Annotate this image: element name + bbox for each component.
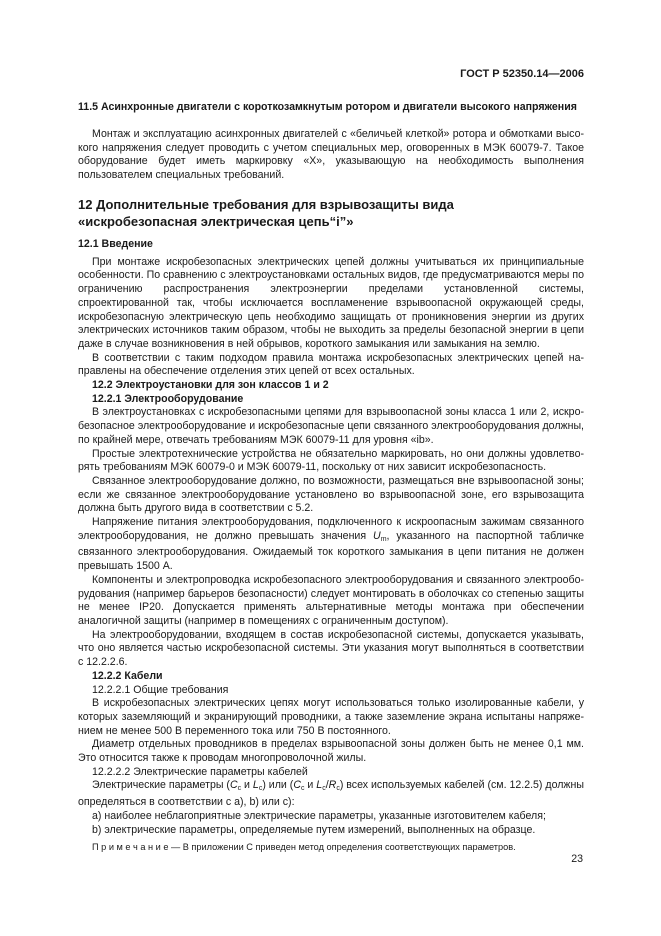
paragraph: В электроустановках с искробезопасными цепями для взрывоопасной зоны класса 1 или 2, искробезопасное электрооборудование и искробезопасные цепи связанного электрооборудования должны, по крайней мере, отвечать требованиям МЭК 60079-11 для уровня «ib». <box>78 406 584 446</box>
symbol-sub: c <box>300 785 305 793</box>
section-12-title-line1: 12 Дополнительные требования для взрывозащиты вида <box>78 197 454 212</box>
text-run: Напряжение питания электрооборудования, подключенного к искроопасным зажимам связанного электрооборудования, не должно превышать значения <box>78 516 584 542</box>
section-12-2-1-title: 12.2.1 Электрооборудование <box>92 392 244 405</box>
text-run: ) всех используемых кабелей (см. 12.2.5) должны определяться в соответствии с a), b) или c): <box>78 779 584 809</box>
paragraph: Простые электротехнические устройства не обязательно маркировать, но они должны удовлетворять требованиям МЭК 60079-0 и МЭК 60079-11, поскольку от них зависит искробезопасность. <box>78 447 584 474</box>
text-run: и <box>304 779 317 792</box>
symbol-c: C <box>293 779 301 792</box>
symbol-u: U <box>373 529 381 542</box>
section-12-title <box>78 196 584 230</box>
section-12-1 <box>78 238 584 864</box>
section-12-2-2-title: 12.2.2 Кабели <box>92 669 163 682</box>
paragraph: На электрооборудовании, входящем в состав искробезопасной системы, допускается указывать, что оно является частью искробезопасной системы. Эти указания могут выполняться в соответствии с 12.2.2.6. <box>78 628 584 669</box>
paragraph: Диаметр отдельных проводников в пределах взрывоопасной зоны должен быть не менее 0,1 мм. Это относится также к проводам многопроволочной жилы. <box>78 738 584 765</box>
page-number: 23 <box>571 853 583 865</box>
note: П р и м е ч а н и е — В приложении С приведен метод определения соответствующих параметров. <box>92 842 516 853</box>
symbol-sub: m <box>380 535 387 543</box>
section-12-2-2-1-title: 12.2.2.1 Общие требования <box>92 683 229 696</box>
text-run: и <box>241 779 253 792</box>
paragraph: Связанное электрооборудование должно, по возможности, размещаться вне взрывоопасной зоны; если же связанное электрооборудование установлено во взрывоопасной зоне, его взрывозащита должна быть другого вида в соответствии с 5.2. <box>78 474 584 515</box>
section-12-1-title: 12.1 Введение <box>78 238 153 250</box>
symbol-l: L <box>316 779 323 792</box>
symbol-sub: c <box>336 785 340 793</box>
paragraph: В соответствии с таким подходом правила монтажа искробезопасных электрических цепей направлены на обеспечение отделения этих цепей от всех остальных. <box>78 351 584 378</box>
paragraph-parameters <box>78 779 584 809</box>
symbol-sub: c <box>322 785 326 793</box>
document-id: ГОСТ Р 52350.14—2006 <box>460 68 584 80</box>
list-item-a: a) наиболее неблагоприятные электрические параметры, указанные изготовителем кабеля; <box>92 809 546 822</box>
paragraph: Монтаж и эксплуатацию асинхронных двигателей с «беличьей клеткой» ротора и обмотками высокого напряжения следует проводить с учетом специальных мер, оговоренных в МЭК 60079-7. Такое оборудование будет иметь маркировку «X», указывающую на необходимость выполнения пользователем специальных требований. <box>78 128 584 182</box>
text-run: Электрические параметры ( <box>92 779 230 792</box>
section-12-2-title: 12.2 Электроустановки для зон классов 1 и 2 <box>92 379 329 392</box>
symbol-sub: c <box>258 785 263 793</box>
paragraph: В искробезопасных электрических цепях могут использоваться только изолированные кабели, у которых заземляющий и экранирующий проводники, а также заземление экрана испытаны напряжением не менее 500 В переменного тока или 750 В постоянного. <box>78 697 584 737</box>
list-item-b: b) электрические параметры, определяемые путем измерений, выполненных на образце. <box>92 823 536 836</box>
symbol-c: C <box>229 779 238 792</box>
paragraph: При монтаже искробезопасных электрических цепей должны учитываться их принципиальные особенности. По сравнению с электроустановками остальных видов, где предусматриваются меры по ограничению распространения электроэнергии пределами установленной системы, спроектированной так, чтобы исключается воспламенение взрывоопасной окружающей среды, искробезопасную электрическую цепь необходимо защищать от проникновения энергии из других электрических источников таким образом, чтобы не выходить за пределы безопасной энергии в цепи даже в случае возникновения в ней обрывов, короткого замыкания или замыкания на землю. <box>78 255 584 350</box>
section-11-5-body <box>78 128 584 183</box>
section-12-title-line2: «искробезопасная электрическая цепь“i”» <box>78 214 354 229</box>
symbol-l: L <box>252 779 259 792</box>
paragraph: Компоненты и электропроводка искробезопасного электрооборудования и связанного электрооборудования (например барьеров безопасности) следует монтировать в оболочках со степенью защиты не менее IP20. Допускается применять альтернативные методы монтажа при обеспечении аналогичной защиты (например в помещениях с ограниченным доступом). <box>78 573 584 627</box>
symbol-sub: c <box>237 785 242 793</box>
paragraph-voltage <box>78 516 584 574</box>
section-12-2-2-2-title: 12.2.2.2 Электрические параметры кабелей <box>92 765 308 778</box>
text-run: ) или ( <box>262 779 294 792</box>
section-11-5-title: 11.5 Асинхронные двигатели с короткозамкнутым ротором и двигатели высокого напряжения <box>78 101 577 113</box>
text-run: , указанного на паспортной табличке связанного электрооборудования. Ожидаемый ток короткого замыкания в цепи питания не должен превышать 1500 А. <box>78 529 585 573</box>
symbol-r: R <box>328 779 337 792</box>
text-run: / <box>325 779 329 792</box>
